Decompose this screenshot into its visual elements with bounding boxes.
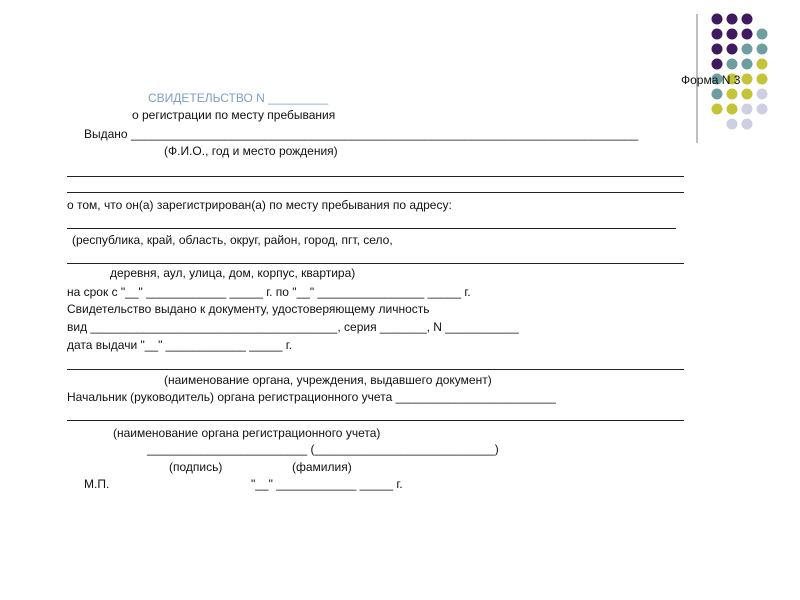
- decorative-dot: [742, 29, 753, 40]
- certificate-title: СВИДЕТЕЛЬСТВО N _________: [148, 91, 329, 105]
- address-line-2: [67, 263, 684, 264]
- reg-org-line: [67, 420, 684, 421]
- term-line: на срок с "__" ____________ _____ г. по "__" ________________ _____ г.: [67, 285, 471, 299]
- address-line-1: [67, 228, 676, 229]
- decorative-dot: [742, 104, 753, 115]
- decorative-dot: [757, 29, 768, 40]
- chief-line: Начальник (руководитель) органа регистрационного учета ________________________: [67, 390, 556, 404]
- issuer-caption: (наименование органа, учреждения, выдавшего документ): [164, 373, 492, 387]
- reg-org-caption: (наименование органа регистрационного учета): [113, 426, 381, 440]
- signature-caption: (подпись): [169, 460, 223, 474]
- decorative-dot: [742, 89, 753, 100]
- decorative-dot: [712, 59, 723, 70]
- address-caption-2: деревня, аул, улица, дом, корпус, квартира): [110, 266, 356, 280]
- signature-line: ________________________ (___________________________): [147, 442, 499, 456]
- decorative-dot: [727, 44, 738, 55]
- blank-line-1: [67, 176, 684, 177]
- issued-to-line: Выдано ____________________________________________________________________________: [84, 127, 639, 141]
- decorative-dot: [742, 119, 753, 130]
- decorative-dot: [742, 44, 753, 55]
- decorative-dot: [727, 29, 738, 40]
- decorative-dot: [757, 59, 768, 70]
- stamp-date-line: "__" ____________ _____ г.: [251, 477, 403, 491]
- decorative-dot: [742, 74, 753, 85]
- form-number: Форма N 3: [681, 73, 741, 87]
- decorative-dot: [757, 89, 768, 100]
- blank-line-2: [67, 192, 684, 193]
- decorative-dot: [757, 44, 768, 55]
- document-kind-line: вид _____________________________________, серия _______, N ___________: [67, 320, 519, 334]
- decorative-dot: [727, 104, 738, 115]
- certificate-subtitle: о регистрации по месту пребывания: [132, 108, 336, 122]
- decorative-dot: [712, 14, 723, 25]
- issuer-line: [67, 369, 684, 370]
- registered-statement: о том, что он(а) зарегистрирован(а) по месту пребывания по адресу:: [67, 198, 452, 212]
- decorative-dot: [727, 14, 738, 25]
- decorative-dot: [757, 104, 768, 115]
- decorative-dot: [742, 59, 753, 70]
- decorative-dot: [742, 14, 753, 25]
- surname-caption: (фамилия): [292, 460, 352, 474]
- decorative-dot: [712, 44, 723, 55]
- decorative-dot: [757, 74, 768, 85]
- stamp-label: М.П.: [84, 477, 110, 491]
- decorative-dot: [727, 59, 738, 70]
- decorative-dot: [712, 29, 723, 40]
- address-caption-1: (республика, край, область, округ, район, город, пгт, село,: [72, 233, 393, 247]
- decorative-dot: [712, 89, 723, 100]
- fio-caption: (Ф.И.О., год и место рождения): [164, 144, 338, 158]
- decorative-dot: [727, 119, 738, 130]
- decorative-dot: [712, 104, 723, 115]
- decorative-dot: [727, 89, 738, 100]
- document-basis: Свидетельство выдано к документу, удостоверяющему личность: [67, 302, 430, 316]
- issue-date-line: дата выдачи "__" ____________ _____ г.: [67, 338, 293, 352]
